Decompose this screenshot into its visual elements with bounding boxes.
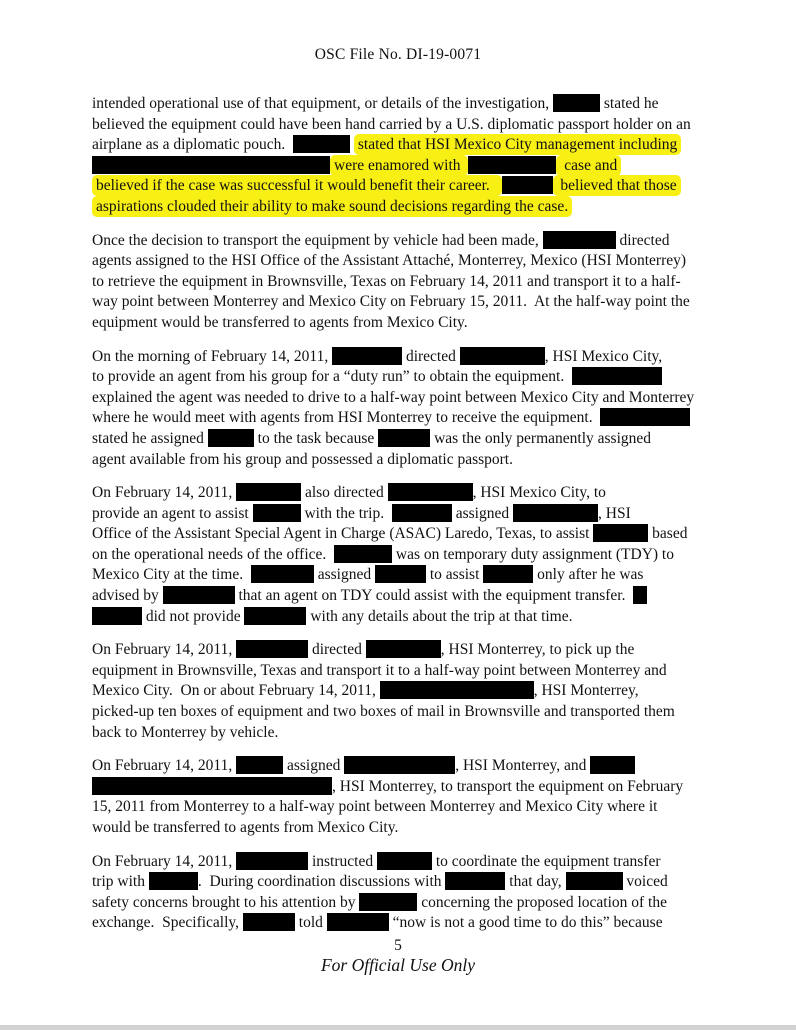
redaction-box (293, 135, 350, 153)
text-line (92, 565, 760, 586)
text-run: , HSI (598, 504, 631, 522)
redaction-box (344, 756, 455, 774)
paragraph (92, 756, 760, 838)
redaction-box (553, 94, 600, 112)
text-run: On February 14, 2011, (92, 484, 237, 502)
highlighted-text: case and (556, 155, 621, 176)
text-run: Once the decision to transport the equipment by vehicle had been made, (92, 231, 543, 249)
text-run: to retrieve the equipment in Brownsville, Texas on February 14, 2011 and transport it to a half- (92, 272, 681, 290)
text-run: Mexico City at the time. (92, 566, 251, 584)
text-line (92, 94, 760, 115)
text-run: instructed (308, 852, 377, 870)
text-line (92, 408, 760, 429)
text-run: safety concerns brought to his attention by (92, 893, 360, 911)
redaction-box (633, 586, 647, 604)
redaction-box (566, 872, 623, 890)
text-run: On the morning of February 14, 2011, (92, 347, 333, 365)
redaction-box (92, 156, 330, 174)
text-run: , HSI Mexico City, (544, 347, 663, 365)
text-run: Mexico City. On or about February 14, 2011, (92, 682, 380, 700)
text-line (92, 893, 760, 914)
highlighted-text: were enamored with (330, 155, 468, 176)
redaction-box (332, 347, 402, 365)
paragraph (92, 347, 760, 471)
text-run: believed the equipment could have been hand carried by a U.S. diplomatic passport holder on an (92, 115, 691, 133)
text-line (92, 852, 760, 873)
text-line (92, 607, 760, 628)
redaction-box (502, 176, 553, 194)
redaction-box (392, 504, 452, 522)
text-line (92, 681, 760, 702)
text-line (92, 135, 760, 156)
redaction-box (593, 524, 648, 542)
text-run: On February 14, 2011, (92, 757, 237, 775)
text-run: equipment would be transferred to agents from Mexico City. (92, 313, 468, 331)
paragraph (92, 231, 760, 334)
paragraph (92, 483, 760, 627)
text-line (92, 504, 760, 525)
text-run: provide an agent to assist (92, 504, 253, 522)
redaction-box (445, 872, 505, 890)
classification-marking: For Official Use Only (320, 955, 476, 975)
text-line (92, 640, 760, 661)
text-run: to assist (426, 566, 484, 584)
redaction-box (236, 756, 283, 774)
redaction-box (149, 872, 198, 890)
redaction-box (483, 565, 533, 583)
text-line (92, 313, 760, 334)
redaction-box (236, 483, 301, 501)
paragraph (92, 852, 760, 934)
text-line (92, 429, 760, 450)
text-line (92, 545, 760, 566)
text-run: voiced (622, 873, 668, 891)
redaction-box (377, 852, 432, 870)
redaction-box (163, 586, 235, 604)
text-run: was on temporary duty assignment (TDY) to (392, 545, 674, 563)
text-line (92, 586, 760, 607)
document-footer (0, 936, 796, 976)
redaction-box (572, 367, 662, 385)
text-line (92, 156, 760, 177)
text-run: where he would meet with agents from HSI Monterrey to receive the equipment. (92, 409, 601, 427)
text-line (92, 483, 760, 504)
redaction-box (208, 429, 254, 447)
page-number: 5 (394, 937, 402, 954)
text-run: , HSI Monterrey, (533, 682, 639, 700)
text-run: to coordinate the equipment transfer (431, 852, 661, 870)
redaction-box (244, 607, 306, 625)
text-line (92, 197, 760, 218)
text-line (92, 777, 760, 798)
text-run: also directed (301, 484, 388, 502)
highlighted-text: aspirations clouded their ability to make sound decisions regarding the case. (92, 196, 572, 217)
text-line (92, 913, 760, 934)
text-line (92, 231, 760, 252)
document-body (92, 94, 760, 947)
text-run: , HSI Monterrey, to transport the equipment on February (332, 777, 684, 795)
redaction-box (366, 640, 441, 658)
text-run: with the trip. (300, 504, 392, 522)
text-run: trip with (92, 873, 149, 891)
text-run: exchange. Specifically, (92, 914, 243, 932)
text-run: On February 14, 2011, (92, 641, 237, 659)
text-line (92, 292, 760, 313)
redaction-box (334, 545, 392, 563)
redaction-box (388, 483, 473, 501)
text-run: was the only permanently assigned (430, 429, 652, 447)
text-run: that day, (505, 873, 566, 891)
redaction-box (359, 893, 417, 911)
redaction-box (513, 504, 598, 522)
text-run: 15, 2011 from Monterrey to a half-way point between Monterrey and Mexico City where it (92, 798, 658, 816)
text-run: , HSI Mexico City, to (472, 484, 606, 502)
text-run: stated he (600, 95, 659, 112)
text-run: agent available from his group and possessed a diplomatic passport. (92, 450, 513, 468)
redaction-box (327, 913, 389, 931)
text-run: back to Monterrey by vehicle. (92, 723, 279, 741)
text-line (92, 115, 760, 136)
text-run: that an agent on TDY could assist with the equipment transfer. (234, 587, 634, 605)
text-run: directed (402, 347, 460, 365)
text-line (92, 872, 760, 893)
redaction-box (375, 565, 426, 583)
text-line (92, 524, 760, 545)
text-run: advised by (92, 587, 163, 605)
text-run: picked-up ten boxes of equipment and two boxes of mail in Brownsville and transported them (92, 703, 675, 721)
paragraph (92, 94, 760, 218)
text-line (92, 450, 760, 471)
text-run: would be transferred to agents from Mexico City. (92, 819, 399, 836)
text-run: stated he assigned (92, 429, 208, 447)
redaction-box (236, 852, 308, 870)
text-line (92, 661, 760, 682)
highlighted-text: believed if the case was successful it would benefit their career. (92, 175, 502, 196)
text-run: Office of the Assistant Special Agent in Charge (ASAC) Laredo, Texas, to assist (92, 525, 594, 543)
text-run: On February 14, 2011, (92, 852, 237, 870)
text-run: directed (615, 231, 670, 249)
text-run: assigned (451, 504, 513, 522)
text-run: based (648, 525, 688, 543)
text-run: explained the agent was needed to drive to a half-way point between Mexico City and Monterrey (92, 388, 695, 406)
text-run: airplane as a diplomatic pouch. (92, 136, 294, 154)
text-line (92, 723, 760, 744)
text-line (92, 797, 760, 818)
text-line (92, 756, 760, 777)
text-run: equipment in Brownsville, Texas and transport it to a half-way point between Monterrey and (92, 661, 667, 679)
text-line (92, 818, 760, 839)
text-run: assigned (313, 566, 375, 584)
text-run: . During coordination discussions with (197, 873, 446, 891)
text-line (92, 272, 760, 293)
redaction-box (460, 347, 545, 365)
text-run: assigned (283, 757, 345, 775)
redaction-box (543, 231, 616, 249)
text-run: to provide an agent from his group for a “duty run” to obtain the equipment. (92, 368, 572, 386)
redaction-box (380, 681, 534, 699)
text-run: directed (308, 641, 366, 659)
redaction-box (253, 504, 301, 522)
text-run: told (294, 914, 327, 932)
text-run: , HSI Monterrey, and (455, 757, 591, 775)
redaction-box (251, 565, 314, 583)
paragraph (92, 640, 760, 743)
highlighted-text: believed that those (553, 175, 681, 196)
text-line (92, 251, 760, 272)
text-run: to the task because (253, 429, 379, 447)
text-line (92, 176, 760, 197)
redaction-box (92, 777, 332, 795)
text-run: only after he was (533, 566, 644, 584)
redaction-box (590, 756, 635, 774)
redaction-box (243, 913, 295, 931)
text-run: “now is not a good time to do this” because (388, 914, 663, 932)
text-run: on the operational needs of the office. (92, 545, 335, 563)
document-header: OSC File No. DI-19-0071 (314, 46, 482, 63)
page-bottom-edge (0, 1025, 796, 1030)
text-run: agents assigned to the HSI Office of the Assistant Attaché, Monterrey, Mexico (HSI Monterrey) (92, 252, 687, 270)
redaction-box (378, 429, 430, 447)
text-line (92, 388, 760, 409)
text-run: intended operational use of that equipment, or details of the investigation, (92, 95, 554, 112)
redaction-box (468, 156, 556, 174)
redaction-box (600, 408, 690, 426)
text-run: did not provide (142, 607, 245, 625)
highlighted-text: stated that HSI Mexico City management including (354, 134, 681, 155)
text-run: concerning the proposed location of the (417, 893, 667, 911)
text-run: way point between Monterrey and Mexico City on February 15, 2011. At the half-way point the (92, 293, 690, 311)
text-run: with any details about the trip at that time. (306, 607, 573, 625)
redaction-box (92, 607, 142, 625)
text-run: , HSI Monterrey, to pick up the (440, 641, 635, 659)
text-line (92, 702, 760, 723)
redaction-box (236, 640, 308, 658)
text-line (92, 347, 760, 368)
text-line (92, 367, 760, 388)
